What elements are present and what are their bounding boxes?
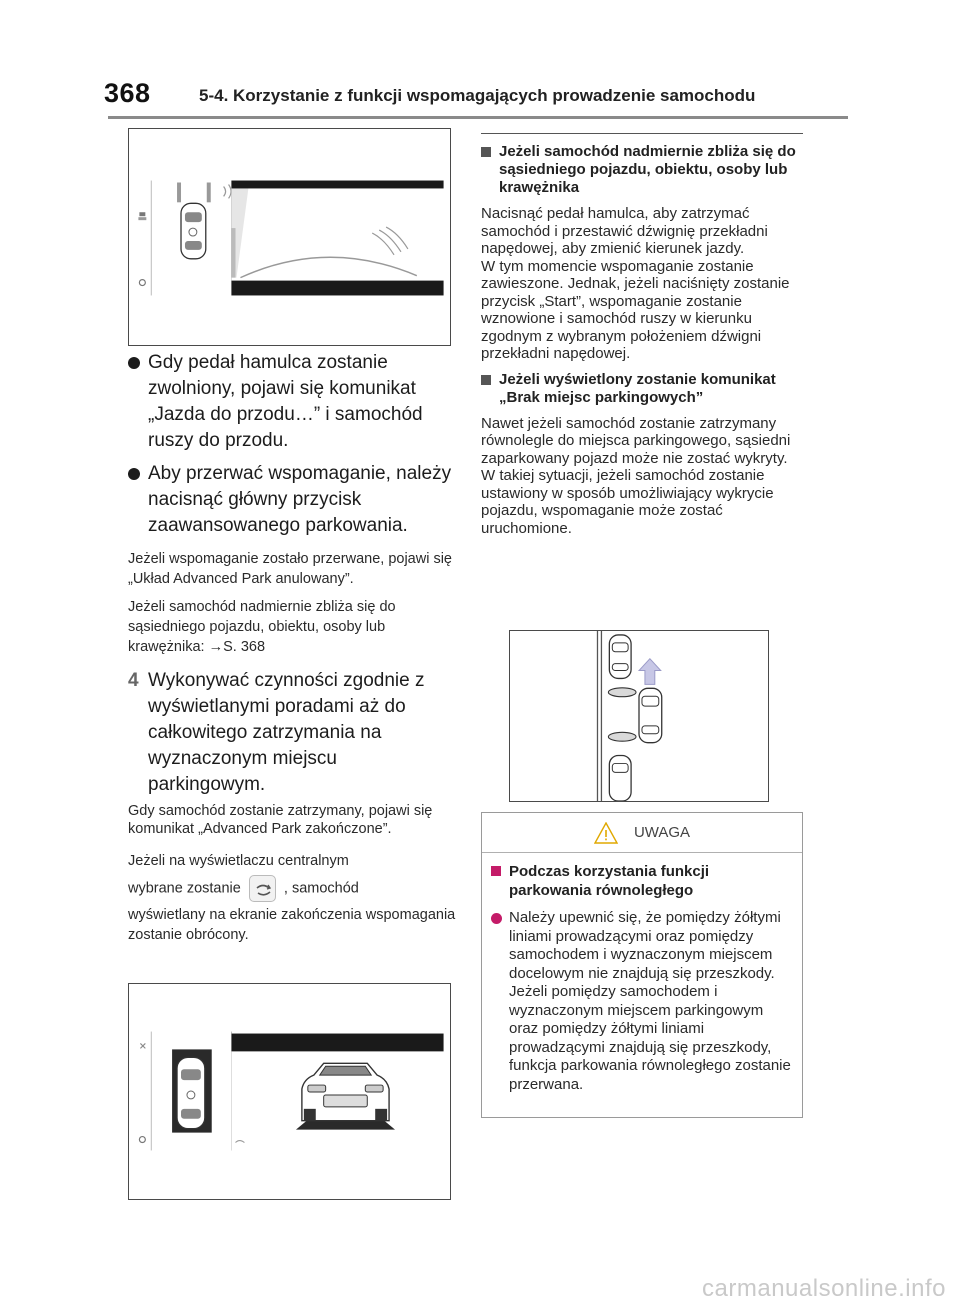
parallel-parking-diagram	[510, 631, 768, 801]
header-divider	[108, 116, 848, 119]
bullet-brake-release: Gdy pedał hamulca zostanie zwolniony, pojawi się komunikat „Jazda do przodu…” i samochód ruszy do przodu.	[128, 350, 458, 454]
step-text: Wykonywać czynności zgodnie z wyświetlanymi poradami aż do całkowitego zatrzymania na wyznaczonym miejscu parkingowym.	[148, 670, 425, 795]
step-4	[128, 668, 458, 798]
right-column-divider	[481, 133, 803, 134]
warning-heading-square	[491, 866, 501, 876]
warning-heading: Podczas korzystania funkcji parkowania równoległego	[491, 862, 794, 900]
close-icon	[140, 1043, 145, 1048]
parking-screen-illustration-1	[129, 129, 450, 345]
bullet-dot	[128, 468, 140, 480]
note-finished: Gdy samochód zostanie zatrzymany, pojawi się komunikat „Advanced Park zakończone”.	[128, 803, 433, 837]
warning-bullet-dot	[491, 913, 502, 924]
heading-too-close: Jeżeli samochód nadmiernie zbliża się do sąsiedniego pojazdu, obiektu, osoby lub krawężnika	[481, 143, 803, 197]
own-car	[639, 688, 662, 742]
section-title: 5-4. Korzystanie z funkcji wspomagających prowadzenie samochodu	[199, 86, 756, 105]
note-rotate-line2: wybrane zostanie , samochód	[128, 875, 458, 902]
warning-bullet: Należy upewnić się, że pomiędzy żółtymi liniami prowadzącymi oraz pomiędzy samochodem i wyznaczonym miejscem docelowym nie znajdują się przeszkody. Jeżeli pomiędzy samochodem i wyznaczonym miejscem parkingowym oraz pomiędzy żółtymi liniami prowadzącymi znajdują się przeszkody, funkcja parkowania równoległego zostanie przerwana.	[491, 909, 794, 1094]
figure-parking-screen-forward	[128, 128, 451, 346]
heading-square	[481, 147, 491, 157]
para-assist-suspended: W tym momencie wspomaganie zostanie zawieszone. Jednak, jeżeli naciśnięty zostanie przycisk „Start”, wspomaganie zostanie wznowione i samochód ruszy w kierunku zgodnym z wybranym położeniem dźwigni przekładni napędowej.	[481, 257, 790, 362]
warning-title: UWAGA	[633, 824, 691, 841]
step-number: 4	[128, 670, 139, 691]
page-number: 368	[104, 78, 151, 108]
warning-box	[481, 812, 803, 1118]
figure-parking-screen-finished	[128, 983, 451, 1200]
settings-icon	[139, 1137, 145, 1143]
sensor-zone-rear	[608, 732, 636, 741]
footer-watermark: carmanualsonline.info	[702, 1275, 946, 1302]
heading-square	[481, 375, 491, 385]
note-too-close: Jeżeli samochód nadmiernie zbliża się do sąsiedniego pojazdu, obiektu, osoby lub krawężnika: →S. 368	[128, 599, 396, 655]
parked-car-rear	[609, 756, 631, 801]
top-view-car-icon	[177, 1057, 205, 1128]
bullet-dot	[128, 357, 140, 369]
forward-arrow-icon	[639, 659, 661, 685]
top-view-car-icon	[181, 203, 206, 258]
note-rotate-line3: wyświetlany na ekranie zakończenia wspomagania zostanie obrócony.	[128, 907, 456, 943]
rotate-view-icon	[249, 875, 276, 902]
note-cancelled: Jeżeli wspomaganie zostało przerwane, pojawi się „Układ Advanced Park anulowany”.	[128, 551, 452, 587]
warning-triangle-icon	[594, 822, 618, 844]
parking-screen-illustration-2	[129, 984, 450, 1199]
warning-header	[482, 813, 802, 853]
sensor-icon	[138, 212, 146, 220]
para-stop-and-shift: Nacisnąć pedał hamulca, aby zatrzymać samochód i przestawić dźwignię przekładni napędowej, aby zmienić kierunek jazdy.	[481, 205, 768, 257]
note-rotate-line1: Jeżeli na wyświetlaczu centralnym	[128, 853, 349, 869]
bullet-stop-assist: Aby przerwać wspomaganie, należy nacisnąć główny przycisk zaawansowanego parkowania.	[128, 461, 458, 539]
para-no-parking-space: Nawet jeżeli samochód zostanie zatrzymany równolegle do miejsca parkingowego, sąsiedni zaparkowany pojazd może nie zostać wykryty. W takiej sytuacji, jeżeli samochód zostanie ustawiony w sposób umożliwiający wykrycie pojazdu, wspomaganie może zostać uruchomione.	[481, 414, 791, 537]
figure-parallel-parking	[509, 630, 769, 802]
sensor-zone-front	[608, 688, 636, 697]
heading-no-parking-space: Jeżeli wyświetlony zostanie komunikat „Brak miejsc parkingowych”	[481, 371, 803, 407]
parked-car-front	[609, 635, 631, 678]
